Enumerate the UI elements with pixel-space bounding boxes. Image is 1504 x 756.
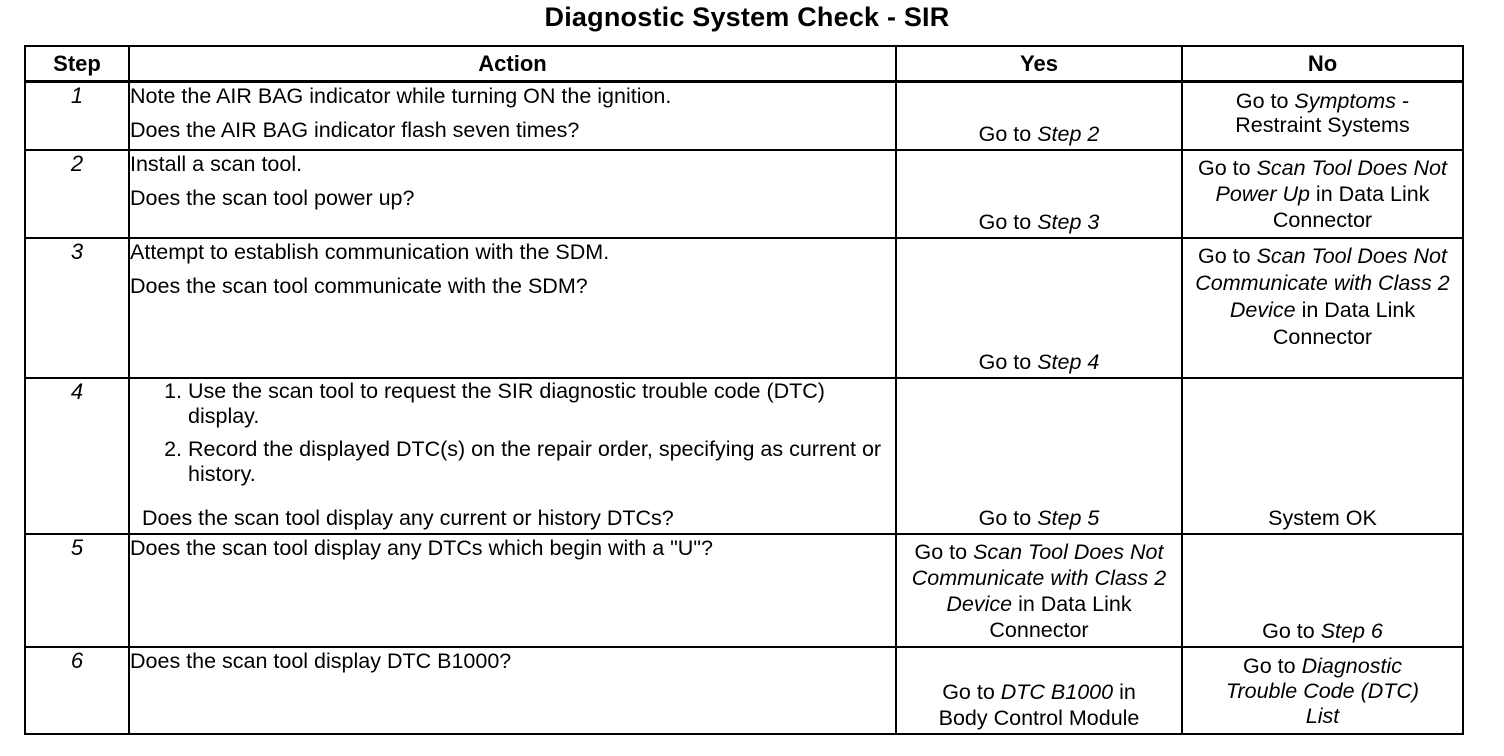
step-reference: Step 3 (1037, 209, 1100, 234)
step-number: 1 (25, 82, 129, 151)
action-question: Does the scan tool power up? (130, 186, 415, 211)
yes-cell (896, 82, 1182, 151)
yes-cell (896, 647, 1182, 734)
no-cell (1182, 647, 1463, 734)
header-action: Action (129, 46, 896, 82)
yes-text: Go to Scan Tool Does Not Communicate with Class 2 Device in Data Link Connector (911, 540, 1167, 643)
yes-cell (896, 150, 1182, 238)
reference: Scan Tool Does Not Communicate with Class 2 Device (911, 540, 1167, 617)
reference: Scan Tool Does Not Power Up (1215, 156, 1447, 207)
step-number: 5 (25, 534, 129, 647)
yes-text: Go to Step 3 (978, 209, 1100, 234)
no-text: Go to Step 6 (1262, 619, 1383, 644)
step-reference: Step 5 (1037, 506, 1100, 531)
table-row (25, 150, 1463, 238)
action-cell (129, 150, 896, 238)
no-text: System OK (1268, 506, 1377, 531)
action-question: Does the scan tool display any current or history DTCs? (142, 506, 674, 531)
yes-text: Go to Step 4 (978, 349, 1100, 374)
action-question: Does the scan tool communicate with the SDM? (130, 273, 588, 298)
no-cell (1182, 238, 1463, 378)
action-question: Does the scan tool display any DTCs which begin with a "U"? (130, 536, 713, 561)
action-cell (129, 82, 896, 151)
step-number: 6 (25, 647, 129, 734)
list-item: 2. Record the displayed DTC(s) on the repair order, specifying as current or history. (188, 437, 895, 487)
yes-cell (896, 238, 1182, 378)
reference: Symptoms (1294, 89, 1396, 113)
step-reference: Step 4 (1037, 349, 1100, 374)
no-cell (1182, 82, 1463, 151)
table-row (25, 534, 1463, 647)
list-item: 1. Use the scan tool to request the SIR diagnostic trouble code (DTC) display. (188, 379, 895, 429)
header-step: Step (25, 46, 129, 82)
yes-cell (896, 378, 1182, 534)
step-reference: Step 2 (1037, 122, 1100, 147)
action-question: Does the AIR BAG indicator flash seven times? (130, 118, 580, 142)
diagnostic-table (24, 45, 1464, 735)
action-cell (129, 378, 896, 534)
table-row (25, 378, 1463, 534)
header-yes: Yes (896, 46, 1182, 82)
table-row (25, 238, 1463, 378)
no-cell (1182, 150, 1463, 238)
table-row (25, 82, 1463, 151)
action-cell (129, 238, 896, 378)
action-steps-list (130, 379, 895, 487)
no-text: Go to Scan Tool Does Not Communicate with Class 2 Device in Data Link Connector (1195, 243, 1450, 349)
step-reference: Step 6 (1320, 619, 1383, 644)
no-text: Go to Scan Tool Does Not Power Up in Data Link Connector (1198, 156, 1447, 233)
no-cell (1182, 378, 1463, 534)
yes-text: Go to Step 5 (978, 506, 1100, 531)
action-line: Install a scan tool. (130, 152, 303, 177)
yes-text: Go to DTC B1000 in Body Control Module (938, 680, 1140, 730)
step-number: 4 (25, 378, 129, 534)
no-text: Go to Symptoms - Restraint Systems (1235, 89, 1410, 137)
reference: Diagnostic Trouble Code (DTC) List (1225, 654, 1420, 729)
action-line: Note the AIR BAG indicator while turning ON the ignition. (130, 84, 672, 108)
step-number: 3 (25, 238, 129, 378)
reference: Scan Tool Does Not Communicate with Class 2 Device (1195, 243, 1450, 322)
yes-cell (896, 534, 1182, 647)
no-text: Go to Diagnostic Trouble Code (DTC) List (1225, 654, 1420, 729)
header-row (25, 46, 1463, 82)
action-question: Does the scan tool display DTC B1000? (130, 649, 512, 674)
action-cell (129, 647, 896, 734)
no-cell (1182, 534, 1463, 647)
page-title: Diagnostic System Check - SIR (544, 2, 950, 32)
action-cell (129, 534, 896, 647)
reference: DTC B1000 (1000, 680, 1114, 704)
step-number: 2 (25, 150, 129, 238)
yes-text: Go to Step 2 (978, 122, 1100, 147)
table-row (25, 647, 1463, 734)
action-line: Attempt to establish communication with the SDM. (130, 239, 610, 264)
header-no: No (1182, 46, 1463, 82)
